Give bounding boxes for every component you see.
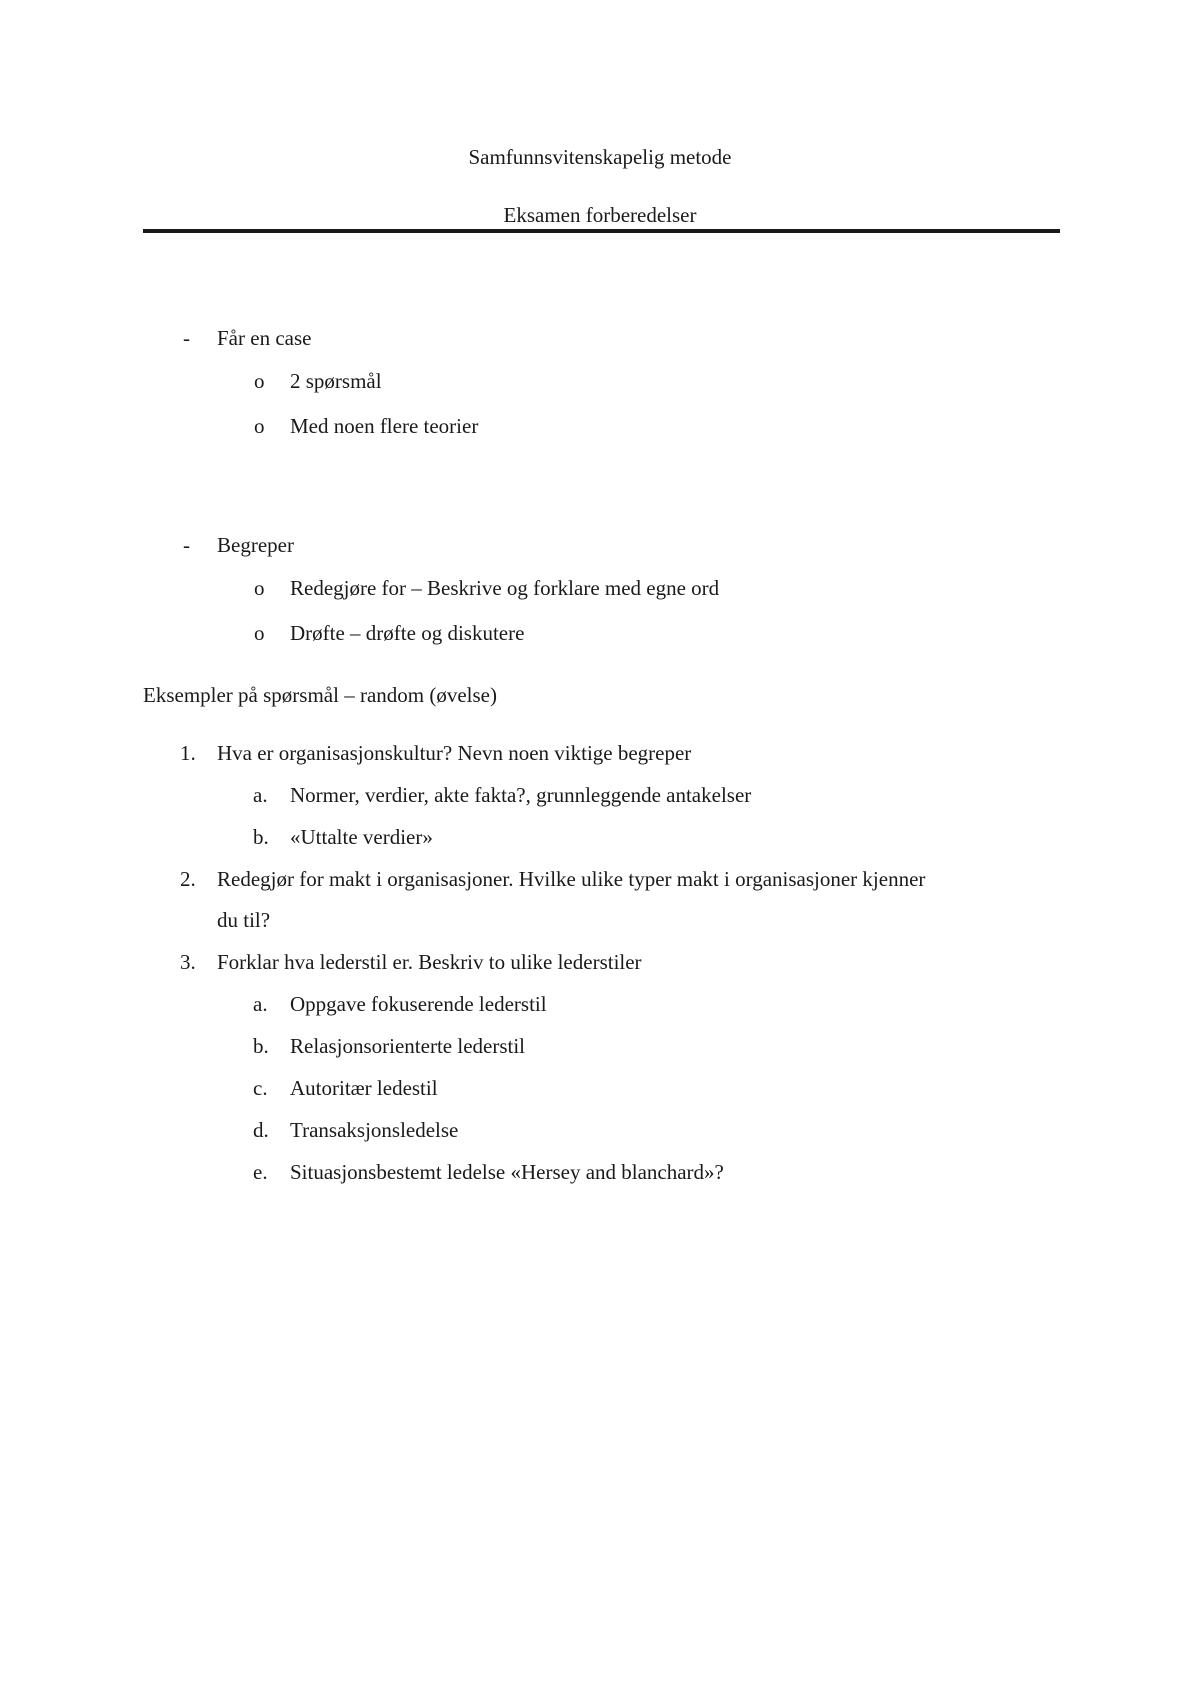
circle-bullet: o [254,576,265,600]
sub-question-item: Oppgave fokuserende lederstil [290,992,547,1016]
sub-question-item: Normer, verdier, akte fakta?, grunnleggende antakelser [290,783,752,807]
dash-bullet: - [183,326,190,350]
letter-marker: b. [253,825,269,849]
sub-question-item: Transaksjonsledelse [290,1118,459,1142]
title-divider [143,229,1060,233]
list-item: Begreper [217,533,294,557]
sub-question-item: Relasjonsorienterte lederstil [290,1034,526,1058]
list-item: Får en case [217,326,312,350]
sub-list-item: Med noen flere teorier [290,414,479,438]
question-item: Hva er organisasjonskultur? Nevn noen viktige begreper [217,741,692,765]
sub-question-item: Situasjonsbestemt ledelse «Hersey and blanchard»? [290,1160,724,1184]
letter-marker: c. [253,1076,268,1100]
dash-bullet: - [183,533,190,557]
sub-list-item: Drøfte – drøfte og diskutere [290,621,525,645]
circle-bullet: o [254,414,265,438]
number-marker: 2. [180,867,196,891]
number-marker: 1. [180,741,196,765]
examples-heading: Eksempler på spørsmål – random (øvelse) [143,683,497,707]
letter-marker: d. [253,1118,269,1142]
document-subtitle: Eksamen forberedelser [503,203,697,227]
circle-bullet: o [254,621,265,645]
number-marker: 3. [180,950,196,974]
letter-marker: e. [253,1160,268,1184]
sub-list-item: Redegjøre for – Beskrive og forklare med egne ord [290,576,720,600]
document-title: Samfunnsvitenskapelig metode [468,145,732,169]
question-item: Forklar hva lederstil er. Beskriv to ulike lederstiler [217,950,642,974]
sub-list-item: 2 spørsmål [290,369,382,393]
circle-bullet: o [254,369,265,393]
letter-marker: a. [253,992,268,1016]
question-item-continuation: du til? [217,908,271,932]
sub-question-item: «Uttalte verdier» [290,825,433,849]
letter-marker: a. [253,783,268,807]
sub-question-item: Autoritær ledestil [290,1076,438,1100]
letter-marker: b. [253,1034,269,1058]
question-item: Redegjør for makt i organisasjoner. Hvilke ulike typer makt i organisasjoner kjenner [217,867,926,891]
